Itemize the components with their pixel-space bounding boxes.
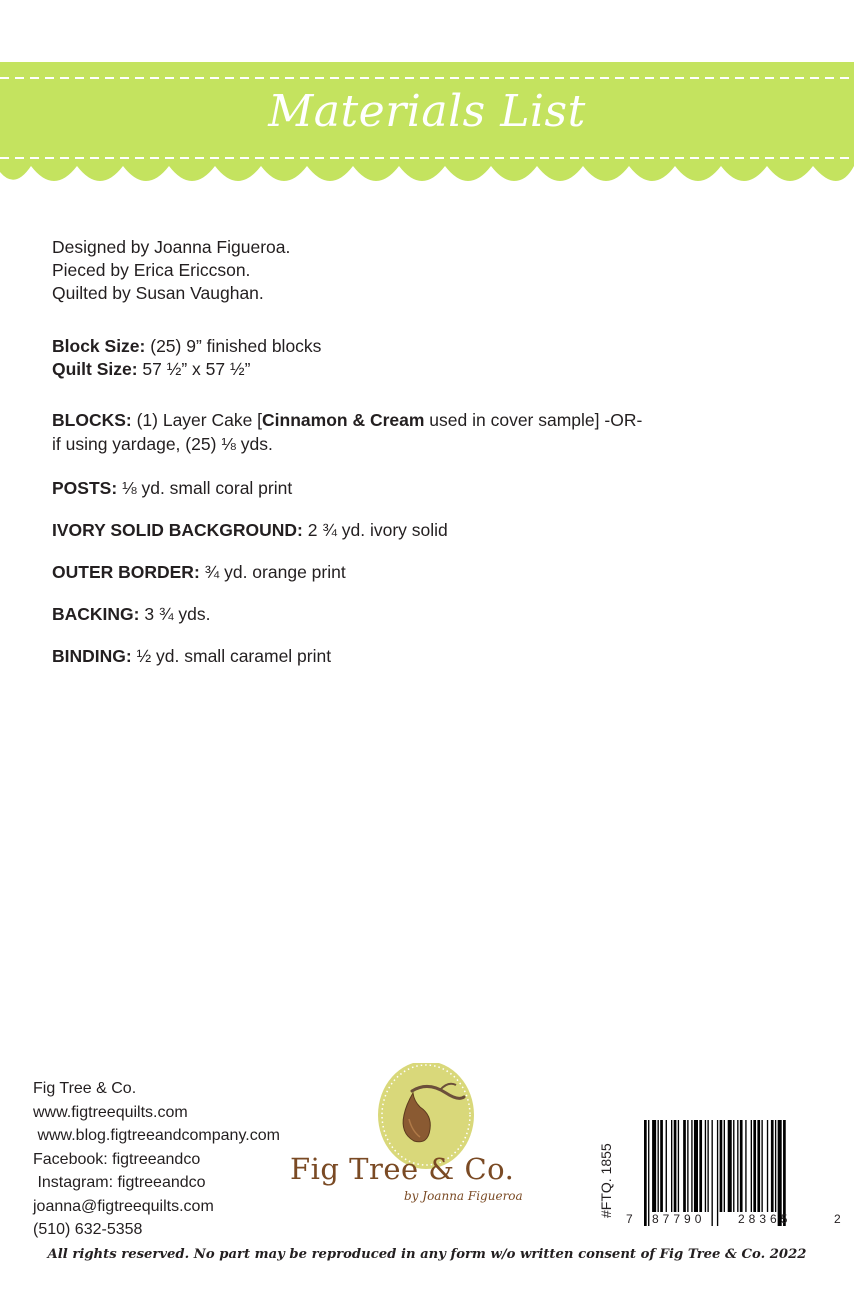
company-name: Fig Tree & Co. [33, 1080, 137, 1097]
blog-link: www.blog.figtreeandcompany.com [33, 1127, 280, 1144]
barcode-bar [699, 1120, 702, 1212]
barcode-bar [767, 1120, 768, 1212]
quilt-size-label: Quilt Size: [52, 359, 138, 379]
material-text: used in cover sample] -OR- [424, 410, 643, 430]
material-label: IVORY SOLID BACKGROUND: [52, 520, 303, 540]
page-title: Materials List [268, 86, 586, 137]
quilt-size-value: 57 ½” x 57 ½” [137, 359, 251, 379]
barcode-bar [775, 1120, 776, 1212]
contact-info [33, 1077, 280, 1242]
credit-quilter: Quilted by Susan Vaughan. [52, 283, 264, 303]
barcode-bar [683, 1120, 686, 1212]
quilt-size-row [52, 358, 321, 381]
barcode-bar [712, 1120, 713, 1226]
barcode-bar [753, 1120, 756, 1212]
material-value: ½ yd. small caramel print [131, 646, 332, 666]
barcode-bar [771, 1120, 774, 1212]
product-sku: #FTQ. 1855 [598, 1143, 614, 1218]
material-label: POSTS: [52, 478, 118, 498]
block-size-value: (25) 9” finished blocks [145, 336, 322, 356]
material-label: OUTER BORDER: [52, 562, 200, 582]
barcode-bar [648, 1120, 649, 1226]
facebook-handle: Facebook: figtreeandco [33, 1150, 201, 1168]
barcode-bar [707, 1120, 708, 1212]
barcode-bar [644, 1120, 647, 1226]
barcode-bar [728, 1120, 732, 1212]
barcode-bar [694, 1120, 698, 1212]
material-label: BINDING: [52, 646, 132, 666]
barcode-bar [724, 1120, 725, 1212]
material-background [52, 518, 802, 542]
barcode-bar [705, 1120, 706, 1212]
credits [52, 236, 290, 305]
material-posts [52, 476, 802, 500]
barcode-bar [687, 1120, 688, 1212]
email-address: joanna@figtreequilts.com [33, 1197, 214, 1215]
material-blocks [52, 408, 802, 456]
sizes [52, 335, 321, 381]
material-blocks-line2: if using yardage, (25) ⅛ yds. [52, 434, 273, 454]
barcode-bar [720, 1120, 723, 1212]
barcode-bar [660, 1120, 663, 1212]
material-value: ¾ yd. orange print [199, 562, 346, 582]
barcode-bar [740, 1120, 743, 1212]
barcode-right-digits: 28365 [738, 1212, 792, 1226]
barcode-bar [717, 1120, 718, 1226]
material-value: 2 ¾ yd. ivory solid [302, 520, 448, 540]
barcode-bar [658, 1120, 659, 1212]
material-binding [52, 644, 802, 668]
material-blocks-line1 [52, 408, 802, 432]
barcode-bar [757, 1120, 760, 1212]
barcode-left-digits: 87790 [652, 1212, 706, 1226]
barcode-bar [678, 1120, 679, 1212]
copyright-notice: All rights reserved. No part may be reproduced in any form w/o written consent of Fig Tree & Co. 2022 [47, 1247, 807, 1262]
barcode-bar [783, 1120, 786, 1226]
barcode-bar [691, 1120, 692, 1212]
barcode-bar [778, 1120, 782, 1226]
barcode-bar [652, 1120, 656, 1212]
material-backing [52, 602, 802, 626]
logo-wordmark: Fig Tree & Co. [290, 1152, 515, 1186]
material-value: 3 ¾ yds. [139, 604, 211, 624]
barcode-lead-digit: 7 [626, 1212, 633, 1226]
material-value: ⅛ yd. small coral print [117, 478, 293, 498]
barcode-bar [666, 1120, 667, 1212]
barcode-bar [671, 1120, 672, 1212]
website-link: www.figtreequilts.com [33, 1103, 188, 1121]
credit-designer: Designed by Joanna Figueroa. [52, 237, 291, 257]
material-text: (1) Layer Cake [ [131, 410, 263, 430]
material-label: BLOCKS: [52, 410, 132, 430]
barcode-bar [674, 1120, 677, 1212]
phone-number: (510) 632-5358 [33, 1221, 143, 1238]
barcode-bar [737, 1120, 738, 1212]
material-outer-border [52, 560, 802, 584]
material-label: BACKING: [52, 604, 140, 624]
barcode-bar [733, 1120, 734, 1212]
barcode-bar [745, 1120, 746, 1212]
fabric-collection-name: Cinnamon & Cream [262, 410, 425, 430]
barcode-bar [751, 1120, 752, 1212]
logo-tagline: by Joanna Figueroa [404, 1189, 523, 1203]
block-size-label: Block Size: [52, 336, 146, 356]
credit-piecer: Pieced by Erica Ericcson. [52, 260, 251, 280]
barcode-bar [761, 1120, 762, 1212]
barcode-check-digit: 2 [834, 1212, 841, 1226]
block-size-row [52, 335, 321, 358]
instagram-handle: Instagram: figtreeandco [33, 1174, 206, 1191]
